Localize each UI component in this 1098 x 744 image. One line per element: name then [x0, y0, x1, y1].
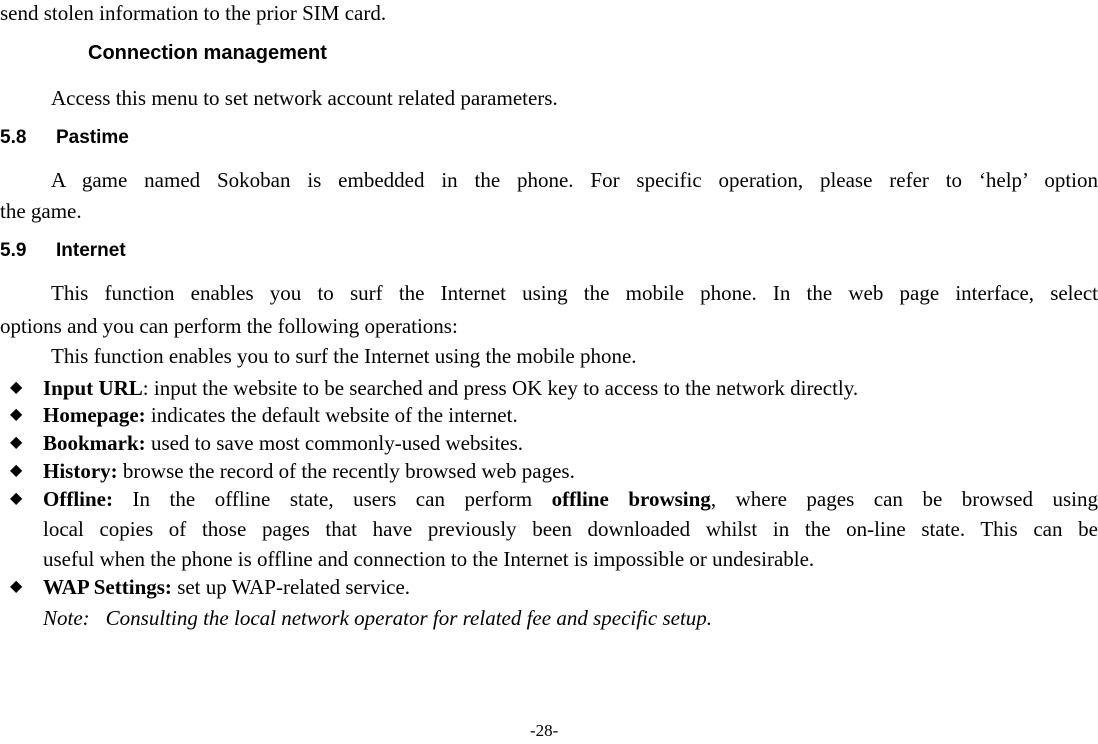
desc: : input the website to be searched and press OK key to access to the network directly.: [142, 376, 859, 400]
term-inline: offline browsing: [551, 487, 711, 511]
desc: In the offline state, users can perform: [112, 487, 552, 511]
bullet-diamond-icon: ◆: [10, 578, 23, 595]
section-number: 5.8: [0, 127, 27, 148]
term: Input URL: [43, 376, 143, 400]
paragraph: This function enables you to surf the Internet using the mobile phone.: [51, 344, 637, 368]
paragraph: send stolen information to the prior SIM card.: [0, 1, 387, 25]
page-number: -28-: [530, 721, 559, 740]
list-item: [43, 458, 575, 484]
list-item-cont: local copies of those pages that have previously been downloaded whilst in the on-line state. This can be: [43, 517, 1098, 541]
term: Offline:: [43, 487, 113, 511]
list-item: [43, 486, 1098, 512]
term: Homepage:: [43, 403, 146, 427]
term: Bookmark:: [43, 431, 146, 455]
desc: , where pages can be browsed using: [710, 487, 1098, 511]
term: WAP Settings:: [43, 575, 172, 599]
paragraph: A game named Sokoban is embedded in the phone. For specific operation, please refer to ‘help’ option: [51, 168, 1098, 192]
desc: set up WAP-related service.: [171, 575, 411, 599]
list-item-cont: useful when the phone is offline and connection to the Internet is impossible or undesirable.: [43, 547, 815, 571]
list-item: [43, 574, 410, 600]
desc: browse the record of the recently browsed web pages.: [117, 459, 575, 483]
note-text: Consulting the local network operator for related fee and specific setup.: [105, 606, 713, 630]
heading-connection-management: Connection management: [88, 42, 327, 64]
paragraph: This function enables you to surf the Internet using the mobile phone. In the web page interface, select: [51, 281, 1098, 305]
bullet-diamond-icon: ◆: [10, 462, 23, 479]
desc: indicates the default website of the internet.: [145, 403, 518, 427]
section-title: Internet: [56, 240, 126, 261]
list-item: [43, 402, 518, 428]
bullet-diamond-icon: ◆: [10, 490, 23, 507]
paragraph: options and you can perform the following operations:: [0, 314, 458, 338]
note-label: Note:: [43, 606, 90, 630]
section-number: 5.9: [0, 240, 27, 261]
note: [43, 605, 712, 631]
bullet-diamond-icon: ◆: [10, 379, 23, 396]
bullet-diamond-icon: ◆: [10, 434, 23, 451]
term: History:: [43, 459, 118, 483]
paragraph: Access this menu to set network account related parameters.: [51, 86, 558, 110]
paragraph: the game.: [0, 199, 82, 223]
section-title: Pastime: [56, 127, 129, 148]
desc: used to save most commonly-used websites.: [145, 431, 524, 455]
list-item: [43, 375, 858, 401]
bullet-diamond-icon: ◆: [10, 406, 23, 423]
list-item: [43, 430, 523, 456]
